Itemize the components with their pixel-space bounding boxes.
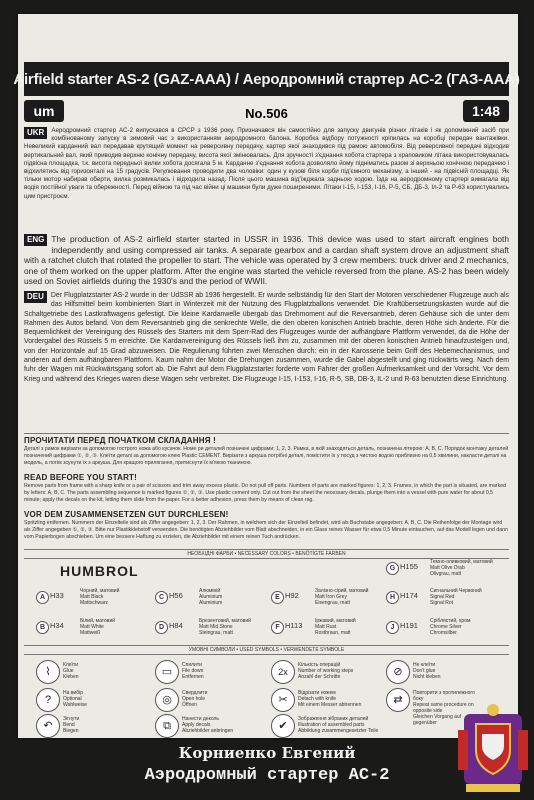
drill-icon: ◎ [155, 688, 179, 712]
paint-code: H84 [169, 621, 183, 630]
history-deu [24, 291, 509, 428]
humbrol-logo: HUMBROL [60, 563, 139, 579]
read-text-deu: Spritzling entfernen. Nummern der Einzelteile sind als Ziffer angegeben: 1, 2, 3. Der Rahmen, in welchem sich der Einzelteil befindet, wird als Buchstabe angegeben: A, B, C. Die Reihenfolge der Montage wird als Ziffer angegeben ①, ②, ③. Bitte nur Plastikklebstoff verwenden. Die benötigten Abziehbilder vom Blatt abschneiden, in ein Glass reines Wasser für etwa 0,5 Minute eintauchen, auf das Modell legen und dann vom Papierbogen abschieben. Um eine bessere Haftung zu erzielen, die Abziehbilder mit einem reinen Tuch andrücken. [24, 520, 508, 540]
paint-h56 [155, 587, 273, 609]
paint-h191 [386, 617, 504, 639]
history-text-deu: Der Flugplatzstarter AS-2 wurde in der UdSSR ab 1936 hergestellt. Er wurde selbständig für den Start der Motoren verschiedener Flugzeuge auch als das Hilfsmittel beim kombinierten Start in Winterzeit mit der Nutzung des Flugplatzballons verwendet. Die Kraftübersetzungskasten wurde auf die Schaltgetriebe des Lastkraftwagens gefestigt. Die kleine Kardanwelle übergab das Drehmoment auf die Reversantrieb, deren Gehäuse sich die unter dem Rahmen des Autos befand. Von dem Reversantrieb ging die senkrechte Welle, die den oberen konischen Antrieb brachte, deren Höhe sich änderte. Für die Bequemlichkeit der Vereinigung des Rüssels des Starters mit dem Sperr-Rad des Flugzeuges wurde der aufhängbare Plattform verwendet, da die Höhe der Vordergabel des Rüssels 5 m erreichte. Die Kardanvereinigung des Rüssels ließ ihm zu, zusammen mit der oberen konischen Antrieb hinaufzusteigen und, von der Horizontale auf 15 Grad abzuweisen. Die Regulierung führten zwei Menschen durch: ein in der Karosserie beim Griff des Hebemechanismus, und anderen auf dem aufhängbaren Plattform. Kaum nahm der Motor die Drehungen zusammen, wurde die Gabel abgestellt und ging rückwärts weg. Nach dem fuhr der Wagen mit Rückwärtsgang sofort ab. Die Fahrt auf dem Flugplatzstarter forderte vom Fahrer der großen Aufmerksamkeit und der Vorsicht. Vor dem Krieg und während des Krieges waren diese Wagen sehr verbreitet. Die Flugzeuge I-15, I-153, I-16, R-5, SB, DB-3, IL-2 und R-63 benutzten diese Einrichtung. [24, 292, 509, 383]
paint-marker-icon: C [155, 591, 168, 604]
symbol-label: Кількість операцій Number of working steps Anzahl der Schritte [298, 662, 354, 680]
brand-logo: um [24, 100, 64, 122]
symbol-label: Спилити File down Entfernen [182, 662, 204, 680]
optional-icon: ? [36, 688, 60, 712]
paint-name: Залізно-сірий, матовий Matt Iron Grey Eisengrau, matt [315, 588, 369, 606]
colors-header: НЕОБХІДНІ ФАРБИ • NECESSARY COLORS • BENÖTIGTE FARBEN [24, 549, 509, 559]
paint-code: H34 [50, 621, 64, 630]
symbol-label: Не клеїти Don't glue Nicht kleben [413, 662, 441, 680]
symbol-bend [36, 713, 154, 737]
read-before-ukr [24, 436, 509, 472]
paint-code: H92 [285, 591, 299, 600]
paint-h155 [386, 558, 504, 580]
paint-name: Темно-оливковий, матовий Matt Olive Drab Olivgrau, matt [430, 559, 493, 577]
read-before-eng [24, 473, 509, 509]
symbol-optional [36, 687, 154, 711]
paint-name: Білий, матовий Matt White Mattweiß [80, 618, 116, 636]
symbol-label: Відрізати ножем Detach with knife Mit einem Messer abtrennen [298, 690, 362, 708]
photo-caption: Аэродромный стартер АС-2 [144, 766, 390, 785]
paint-h92 [271, 587, 389, 609]
symbols-header: УМОВНІ СИМВОЛИ • USED SYMBOLS • VERWENDETE SYMBOLE [24, 645, 509, 655]
symbol-label: Зігнути Bend Biegen [63, 716, 80, 734]
symbol-label: Зображення зібраних деталей Illustration of assembled parts Abbildung zusammengesetzter Teile [298, 716, 379, 734]
paint-h33 [36, 587, 154, 609]
paint-code: H155 [400, 562, 418, 571]
paint-h84 [155, 617, 273, 639]
paint-h113 [271, 617, 389, 639]
lang-badge-deu: DEU [24, 291, 47, 303]
paint-h174 [386, 587, 504, 609]
bend-icon: ↶ [36, 714, 60, 738]
symbol-cut [271, 687, 389, 711]
symbol-label: Клеїти Glue Kleben [63, 662, 79, 680]
history-text-ukr: Аеродромний стартер АС-2 випускався в СРСР з 1936 року. Призначався він самостійно для запуску двигунів різних літаків і як допоміжний засіб при комбінованому запуску в зимовий час з використанням аеродромного балона. Коробка відбору потужності кріпилась на коробці передач вантажівки. Невеликий карданний вал передавав крутящий момент на реверсивну передачу, картер якої знаходився під рамою автомобіля. Від реверсивної передачі відходив вертикальний вал, який приводив верхню конічну передачу, висота якої змінювалась. Для зручності з'єднання хобота стартера з храповиком літака використовувалась підвісна площадка, т.к. висота передньої вилки хобота досягала 5 м. Карданне з'єднання хобота дозволяло йому підніматись разом зі верхньою конічною передачею і відхилятись від горизонталі на 15 градусів. Регулювання проводили два чоловіки: один у кузові біля корби під'ємного механізму, а інший - на підвісній площадці. Як тільки мотор набирав оберти, вилка розмикалась і відходила назад. Після цього машина від'їжджала задньою ходою. Їзда на аеродромному стартері вимагала від водія постійної уваги та обережності. Перед війною та під час війни ці машини були дуже поширеними. Літаки І-15, І-153, І-16, Р-5, СБ, ДБ-3, Іл-2 та Р-63 користувались цим пристроєм. [24, 127, 509, 200]
paint-marker-icon: E [271, 591, 284, 604]
kit-header [24, 100, 509, 124]
divider [24, 433, 509, 434]
symbol-repeat [271, 659, 389, 683]
repeat-count-icon: 2x [271, 660, 295, 684]
history-text-eng: The production of AS-2 airfield starter started in USSR in 1936. This device was used to start aircraft engines both independently and using compressed air tanks. A separate gearbox and a cardan shaft system drove an adjustment shaft with a ratchet clutch that rotated the propeller to start. The vehicle was operated by 3 crew members: truck driver and 2 mechanics, one of them worked on the upper platform. After the engine was started the vehicle reversed from the plane. AS-2 has been widely used on Soviet airfields during the 1930's and the period of WWII. [24, 234, 509, 286]
assembled-parts-icon: ✔ [271, 714, 295, 738]
no-glue-icon: ⊘ [386, 660, 410, 684]
kit-number: No.506 [245, 106, 288, 121]
paint-marker-icon: A [36, 591, 49, 604]
decal-icon: ⧉ [155, 714, 179, 738]
read-before-deu [24, 510, 509, 546]
read-heading-ukr: ПРОЧИТАТИ ПЕРЕД ПОЧАТКОМ СКЛАДАННЯ ! [24, 436, 216, 445]
paint-marker-icon: J [386, 621, 399, 634]
history-ukr [24, 127, 509, 232]
read-heading-deu: VOR DEM ZUSAMMENSETZEN GUT DURCHLESEN! [24, 510, 229, 519]
symbol-no-glue [386, 659, 504, 683]
page-title: Airfield starter AS-2 (GAZ-AAA) / Аеродромний стартер АС-2 (ГАЗ-ААА) [24, 62, 509, 96]
paint-marker-icon: G [386, 562, 399, 575]
read-text-ukr: Деталі з рамок вирізати за допомогою гострого ножа або кусачок. Номе ри деталей позначені цифрами: 1, 2, 3. Рамка, в якій знаходяться деталь, позначена літерою: А, В, С. Порядок монтажу деталей позначений цифрами ①, ②, ③. Клеїти деталі за допомогою клею Plastic CEMENT. Вирізати з аркуша потрібні деталі, помістити їх у посуд з чистою водою приблизно на 0,5 хвилини, накласти деталі на модель, а потім зсунути їх з аркуша. Для кращого прилягання, притиснути їх м'якою тканиною. [24, 446, 509, 466]
opposite-side-icon: ⇄ [386, 688, 410, 712]
paint-name: Чорний, матовий Matt Black Mattschwarz [80, 588, 120, 606]
symbol-decals [155, 713, 273, 737]
paint-code: H191 [400, 621, 418, 630]
paint-marker-icon: H [386, 591, 399, 604]
scale-badge: 1:48 [463, 100, 509, 122]
history-eng [24, 234, 509, 288]
paint-h34 [36, 617, 154, 639]
read-heading-eng: READ BEFORE YOU START! [24, 473, 137, 482]
paint-code: H33 [50, 591, 64, 600]
symbol-glue [36, 659, 154, 683]
paint-name: Іржавий, матовий Matt Rust Rostbraun, matt [315, 618, 356, 636]
paint-code: H56 [169, 591, 183, 600]
lang-badge-ukr: UKR [24, 127, 47, 139]
paint-name: Сріблястий, хром Chrome Silver Chromsilber [430, 618, 471, 636]
symbol-file-down [155, 659, 273, 683]
paint-code: H113 [285, 621, 303, 630]
symbol-label: Повторити з протилежного боку Repeat same procedure on opposite side Gleichen Vorgang auf gegenüber [413, 690, 475, 726]
glue-icon: ⌇ [36, 660, 60, 684]
paint-name: Брезентовий, матовий Matt Mid Stone Steingrau, matt [199, 618, 251, 636]
paint-marker-icon: B [36, 621, 49, 634]
author-name: Корниенко Евгений [178, 744, 356, 762]
symbol-label: На вибір Optional Wahlweise [63, 690, 87, 708]
paint-code: H174 [400, 591, 418, 600]
file-down-icon: ▭ [155, 660, 179, 684]
symbol-open-hole [155, 687, 273, 711]
paint-marker-icon: D [155, 621, 168, 634]
lang-badge-eng: ENG [24, 234, 47, 246]
symbol-label: Нанести деколь Apply decals Abziehbilder anbringen [182, 716, 234, 734]
symbol-label: Свердлити Open hole Öffnen [182, 690, 208, 708]
read-text-eng: Remove parts from frame with a sharp knife or a pair of scissors and trim away excess plastic. Do not pull off parts. Numbers of parts are marked figures: 1, 2, 3. Frames, in which the part is situated, are marked by letters: A, B, C. The parts assembling sequence is marked figures ①, ②, ③. Use plastic cement only. Cut out from the sheet the necessary decals, plunge them into a vessel with pure water for about 0,5 minute; apply the decals on the kit, letting them slide from the paper. For a better adhesion, press them by means of clean rag. [24, 483, 506, 503]
paint-name: Алюміній Aluminium Aluminium [199, 588, 223, 606]
paint-marker-icon: F [271, 621, 284, 634]
knife-icon: ✂ [271, 688, 295, 712]
symbol-assembled [271, 713, 389, 737]
paint-name: Сигнальний Червоний Signal Red Signal Rot [430, 588, 482, 606]
